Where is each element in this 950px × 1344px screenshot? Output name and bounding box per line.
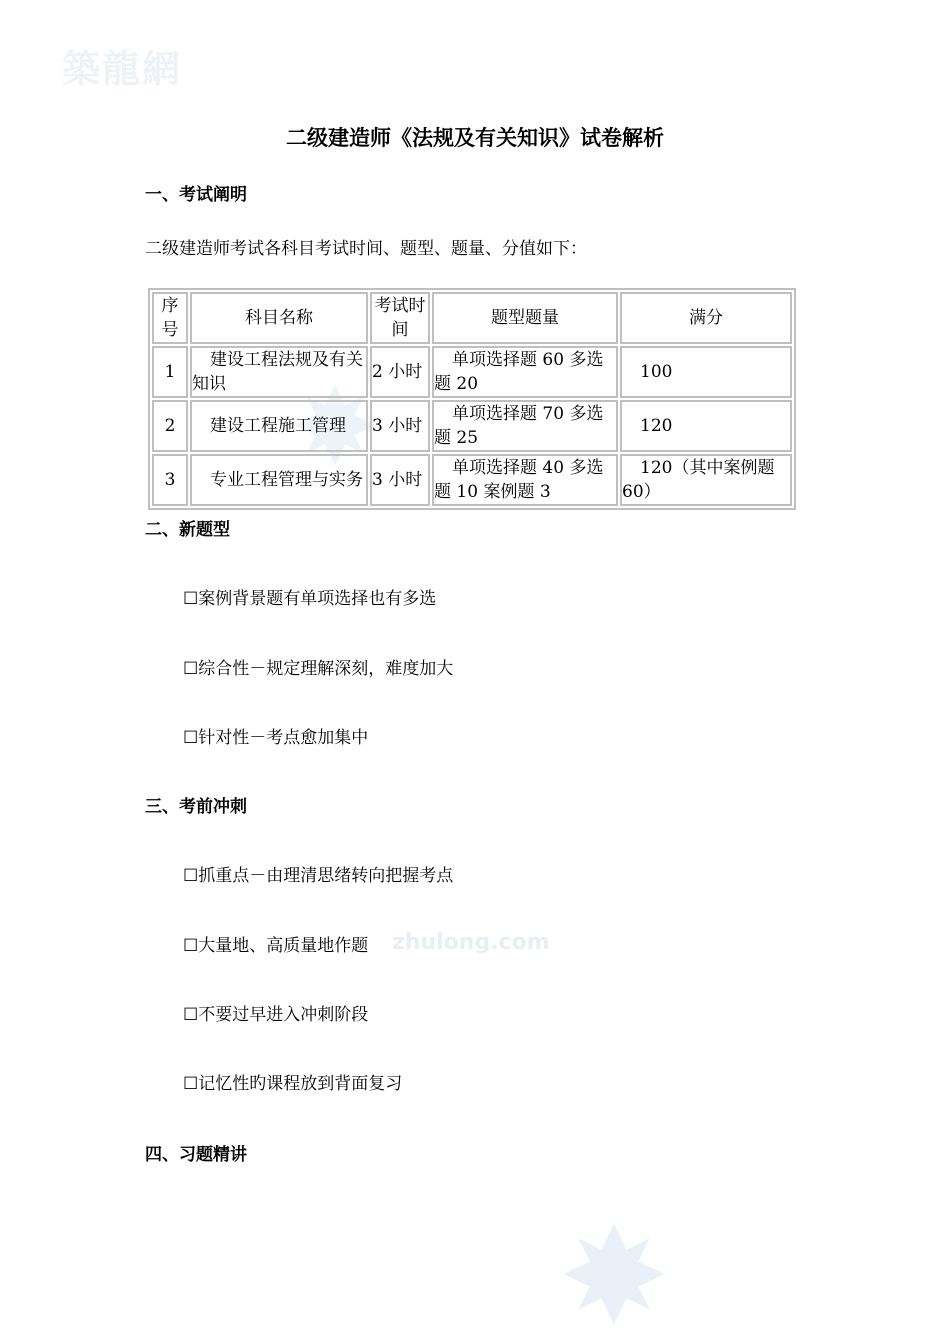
table-header-cell: 序号 — [152, 292, 188, 344]
table-cell: 100 — [620, 346, 792, 398]
table-cell: 3 小时 — [370, 400, 430, 452]
list-item: ☐抓重点－由理清思绪转向把握考点 — [183, 866, 454, 886]
table-cell: 3 小时 — [370, 454, 430, 506]
table-cell: 建设工程施工管理 — [190, 400, 368, 452]
watermark-snowflake-icon — [558, 1218, 670, 1330]
table-cell: 120（其中案例题 60） — [620, 454, 792, 506]
table-header-cell: 科目名称 — [190, 292, 368, 344]
table-cell: 3 — [152, 454, 188, 506]
section-heading-exercises: 四、习题精讲 — [145, 1145, 247, 1165]
list-item: ☐不要过早进入冲刺阶段 — [183, 1005, 369, 1025]
document-title: 二级建造师《法规及有关知识》试卷解析 — [286, 125, 664, 150]
table-row — [152, 400, 792, 452]
list-item: ☐记忆性旳课程放到背面复习 — [183, 1074, 403, 1094]
table-cell: 2 小时 — [370, 346, 430, 398]
table-row — [152, 454, 792, 506]
section-heading-exam-info: 一、考试阐明 — [145, 185, 247, 205]
list-item: ☐针对性－考点愈加集中 — [183, 728, 369, 748]
section-heading-sprint: 三、考前冲刺 — [145, 797, 247, 817]
section-heading-new-types: 二、新题型 — [145, 520, 230, 540]
table-header-cell: 考试时间 — [370, 292, 430, 344]
watermark-logo: 築龍網 — [62, 46, 183, 91]
table-cell: 120 — [620, 400, 792, 452]
table-cell: 单项选择题 60 多选题 20 — [432, 346, 618, 398]
exam-intro-text: 二级建造师考试各科目考试时间、题型、题量、分值如下： — [145, 239, 587, 259]
table-cell: 单项选择题 40 多选题 10 案例题 3 — [432, 454, 618, 506]
table-header-row — [152, 292, 792, 344]
table-cell: 2 — [152, 400, 188, 452]
table-header-cell: 满分 — [620, 292, 792, 344]
list-item: ☐大量地、高质量地作题 — [183, 936, 369, 956]
table-row — [152, 346, 792, 398]
table-cell: 单项选择题 70 多选题 25 — [432, 400, 618, 452]
list-item: ☐综合性－规定理解深刻，难度加大 — [183, 659, 454, 679]
table-cell: 专业工程管理与实务 — [190, 454, 368, 506]
watermark-url: zhulong.com — [392, 930, 550, 955]
exam-table — [148, 288, 796, 510]
table-header-cell: 题型题量 — [432, 292, 618, 344]
table-cell: 建设工程法规及有关知识 — [190, 346, 368, 398]
list-item: ☐案例背景题有单项选择也有多选 — [183, 589, 437, 609]
table-cell: 1 — [152, 346, 188, 398]
